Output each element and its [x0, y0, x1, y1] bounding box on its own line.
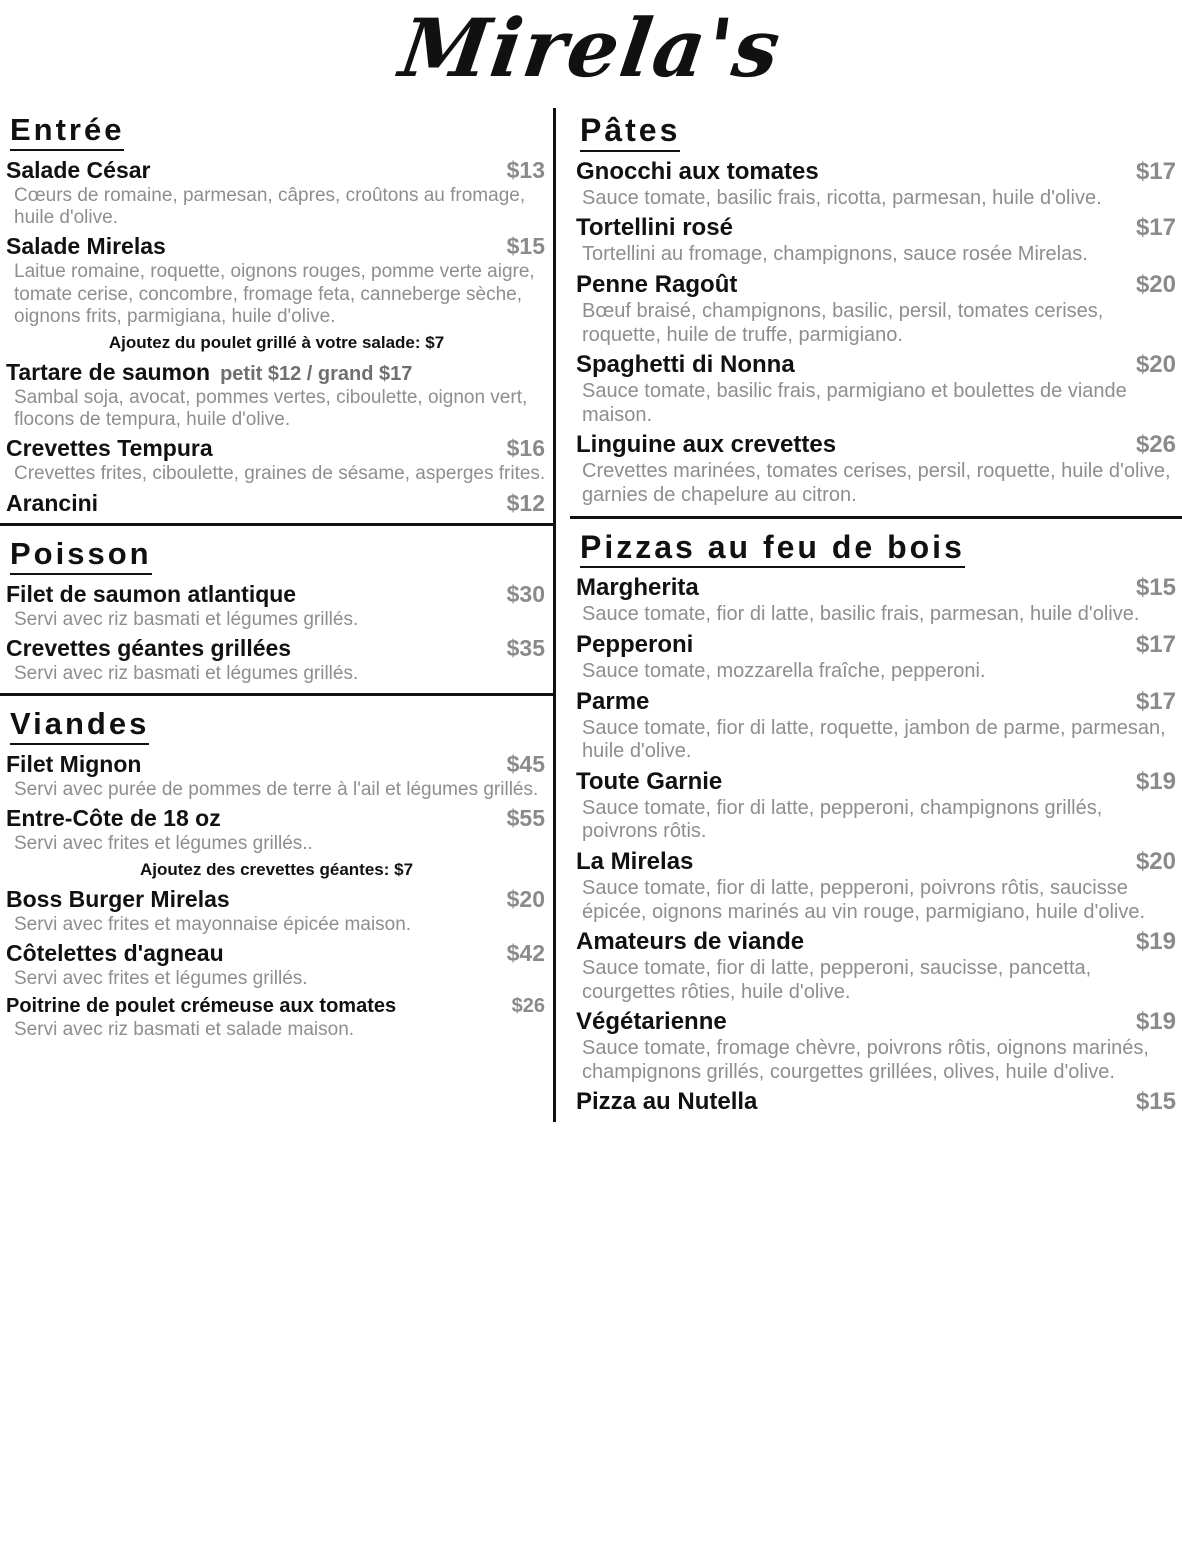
menu-item	[576, 1008, 1176, 1084]
item-name: Salade César	[6, 156, 151, 183]
item-addon-note: Ajoutez du poulet grillé à votre salade: $7	[108, 332, 445, 352]
item-price: $19	[1135, 1008, 1176, 1036]
item-name: Pizza au Nutella	[576, 1088, 758, 1116]
item-price: $17	[1135, 687, 1176, 715]
item-name: Crevettes Tempura	[6, 435, 213, 462]
item-name: Crevettes géantes grillées	[6, 634, 292, 661]
item-description: Servi avec riz basmati et salade maison.	[14, 1018, 355, 1040]
menu-item	[6, 995, 547, 1041]
item-name: Arancini	[6, 489, 99, 516]
item-price-dual: petit $12 / grand $17	[220, 362, 413, 385]
item-description: Servi avec frites et mayonnaise épicée maison.	[14, 913, 412, 935]
item-price: $17	[1135, 214, 1176, 242]
section-entree	[0, 108, 553, 523]
menu-item	[576, 214, 1176, 267]
menu-item	[576, 351, 1176, 427]
item-description: Crevettes frites, ciboulette, graines de sésame, asperges frites.	[14, 463, 546, 485]
item-price: $30	[506, 580, 545, 607]
section-title-viandes: Viandes	[10, 706, 149, 745]
menu-item	[6, 805, 547, 879]
menu-item	[576, 768, 1176, 844]
item-name: Pepperoni	[576, 630, 694, 658]
item-description: Sauce tomate, fior di latte, pepperoni, saucisse, pancetta, courgettes rôties, huile d'olive.	[582, 957, 1092, 1003]
item-description: Sauce tomate, fior di latte, roquette, jambon de parme, parmesan, huile d'olive.	[582, 716, 1166, 763]
section-poisson	[0, 523, 553, 693]
item-name: Margherita	[576, 574, 699, 602]
menu-item	[576, 1088, 1176, 1116]
item-description: Crevettes marinées, tomates cerises, persil, roquette, huile d'olive, garnies de chapelure au citron.	[582, 460, 1171, 506]
menu-item	[576, 271, 1176, 347]
item-description: Sauce tomate, fior di latte, basilic frais, parmesan, huile d'olive.	[582, 603, 1140, 626]
menu-item	[6, 886, 547, 936]
restaurant-logo	[0, 0, 1182, 108]
item-name: Entre-Côte de 18 oz	[6, 805, 221, 832]
item-name: Tartare de saumon	[6, 358, 211, 385]
item-name: Poitrine de poulet crémeuse aux tomates	[6, 994, 397, 1017]
item-description: Sauce tomate, basilic frais, parmigiano et boulettes de viande maison.	[582, 380, 1127, 426]
section-title-pates: Pâtes	[580, 112, 680, 152]
item-price: $17	[1135, 157, 1176, 185]
menu-item	[576, 848, 1176, 924]
section-title-poisson: Poisson	[10, 536, 152, 575]
menu-item	[576, 574, 1176, 627]
item-description: Sauce tomate, fior di latte, pepperoni, poivrons rôtis, saucisse épicée, oignons marinés au vin rouge, parmigiano, huile d'olive.	[582, 876, 1146, 923]
item-price: $20	[1135, 351, 1176, 379]
menu-item	[576, 928, 1176, 1004]
item-price: $20	[1135, 847, 1176, 875]
item-price: $35	[506, 634, 545, 661]
item-name: Filet Mignon	[6, 750, 142, 777]
item-price: $45	[506, 750, 545, 777]
item-name: Boss Burger Mirelas	[6, 885, 230, 912]
menu-item	[6, 751, 547, 801]
item-price: $15	[1135, 1088, 1176, 1116]
item-price: $15	[506, 233, 545, 260]
menu-item	[6, 435, 547, 485]
item-description: Servi avec frites et légumes grillés..	[14, 833, 313, 855]
item-description: Servi avec frites et légumes grillés.	[14, 968, 308, 990]
item-price: $26	[1135, 431, 1176, 459]
item-description: Laitue romaine, roquette, oignons rouges, pomme verte aigre, tomate cerise, concombre, fromage feta, canneberge sèche, oignons frits, parmigiana, huile d'olive.	[14, 261, 535, 328]
item-description: Sauce tomate, fior di latte, pepperoni, champignons grillés, poivrons rôtis.	[582, 796, 1103, 843]
item-description: Sauce tomate, mozzarella fraîche, pepperoni.	[582, 659, 986, 682]
item-addon-note: Ajoutez des crevettes géantes: $7	[139, 859, 414, 879]
menu-item	[6, 233, 547, 352]
item-name: Parme	[576, 687, 650, 715]
menu-item	[6, 157, 547, 230]
menu-item	[6, 490, 547, 517]
section-pizzas	[570, 516, 1182, 1123]
menu-item	[576, 431, 1176, 507]
item-name: Penne Ragoût	[576, 270, 738, 298]
menu-item	[576, 158, 1176, 211]
item-name: La Mirelas	[576, 847, 694, 875]
menu-item	[576, 688, 1176, 764]
item-name: Linguine aux crevettes	[576, 431, 837, 459]
section-pates	[570, 108, 1182, 516]
item-price: $20	[506, 885, 545, 912]
item-description: Sauce tomate, fromage chèvre, poivrons rôtis, oignons marinés, champignons grillés, courgettes grillées, olives, huile d'olive.	[582, 1037, 1149, 1083]
item-name: Gnocchi aux tomates	[576, 157, 819, 185]
item-price: $16	[506, 435, 545, 462]
menu-item	[6, 359, 547, 432]
menu-item	[6, 581, 547, 631]
item-price: $42	[506, 940, 545, 967]
item-name: Toute Garnie	[576, 767, 723, 795]
item-description: Cœurs de romaine, parmesan, câpres, croûtons au fromage, huile d'olive.	[14, 184, 526, 229]
menu-columns	[0, 108, 1182, 1122]
item-price: $26	[511, 994, 545, 1017]
right-column	[553, 108, 1182, 1122]
menu-item	[6, 635, 547, 685]
item-price: $13	[506, 156, 545, 183]
item-description: Servi avec riz basmati et légumes grillés.	[14, 608, 359, 630]
item-price: $17	[1135, 630, 1176, 658]
section-title-entree: Entrée	[10, 112, 124, 151]
item-name: Amateurs de viande	[576, 928, 805, 956]
menu-item	[6, 940, 547, 990]
item-price: $19	[1135, 767, 1176, 795]
menu-item	[576, 631, 1176, 684]
restaurant-name: Mirela's	[394, 1, 788, 95]
item-name: Végétarienne	[576, 1008, 727, 1036]
item-name: Salade Mirelas	[6, 233, 166, 260]
section-viandes	[0, 693, 553, 1049]
item-name: Spaghetti di Nonna	[576, 351, 795, 379]
item-price: $20	[1135, 270, 1176, 298]
section-title-pizzas: Pizzas au feu de bois	[580, 529, 965, 569]
item-description: Sauce tomate, basilic frais, ricotta, parmesan, huile d'olive.	[582, 186, 1102, 209]
item-description: Tortellini au fromage, champignons, sauce rosée Mirelas.	[582, 243, 1088, 266]
item-description: Bœuf braisé, champignons, basilic, persil, tomates cerises, roquette, huile de truffe, parmigiano.	[582, 299, 1104, 346]
item-name: Côtelettes d'agneau	[6, 940, 224, 967]
item-description: Servi avec riz basmati et légumes grillés.	[14, 662, 359, 684]
left-column	[0, 108, 553, 1122]
item-price: $12	[506, 489, 545, 516]
item-price: $19	[1135, 928, 1176, 956]
item-name: Filet de saumon atlantique	[6, 580, 297, 607]
item-description: Servi avec purée de pommes de terre à l'ail et légumes grillés.	[14, 778, 539, 800]
item-price: $15	[1135, 574, 1176, 602]
item-description: Sambal soja, avocat, pommes vertes, ciboulette, oignon vert, flocons de tempura, huile d'olive.	[14, 386, 528, 431]
item-price: $55	[506, 805, 545, 832]
item-name: Tortellini rosé	[576, 214, 733, 242]
